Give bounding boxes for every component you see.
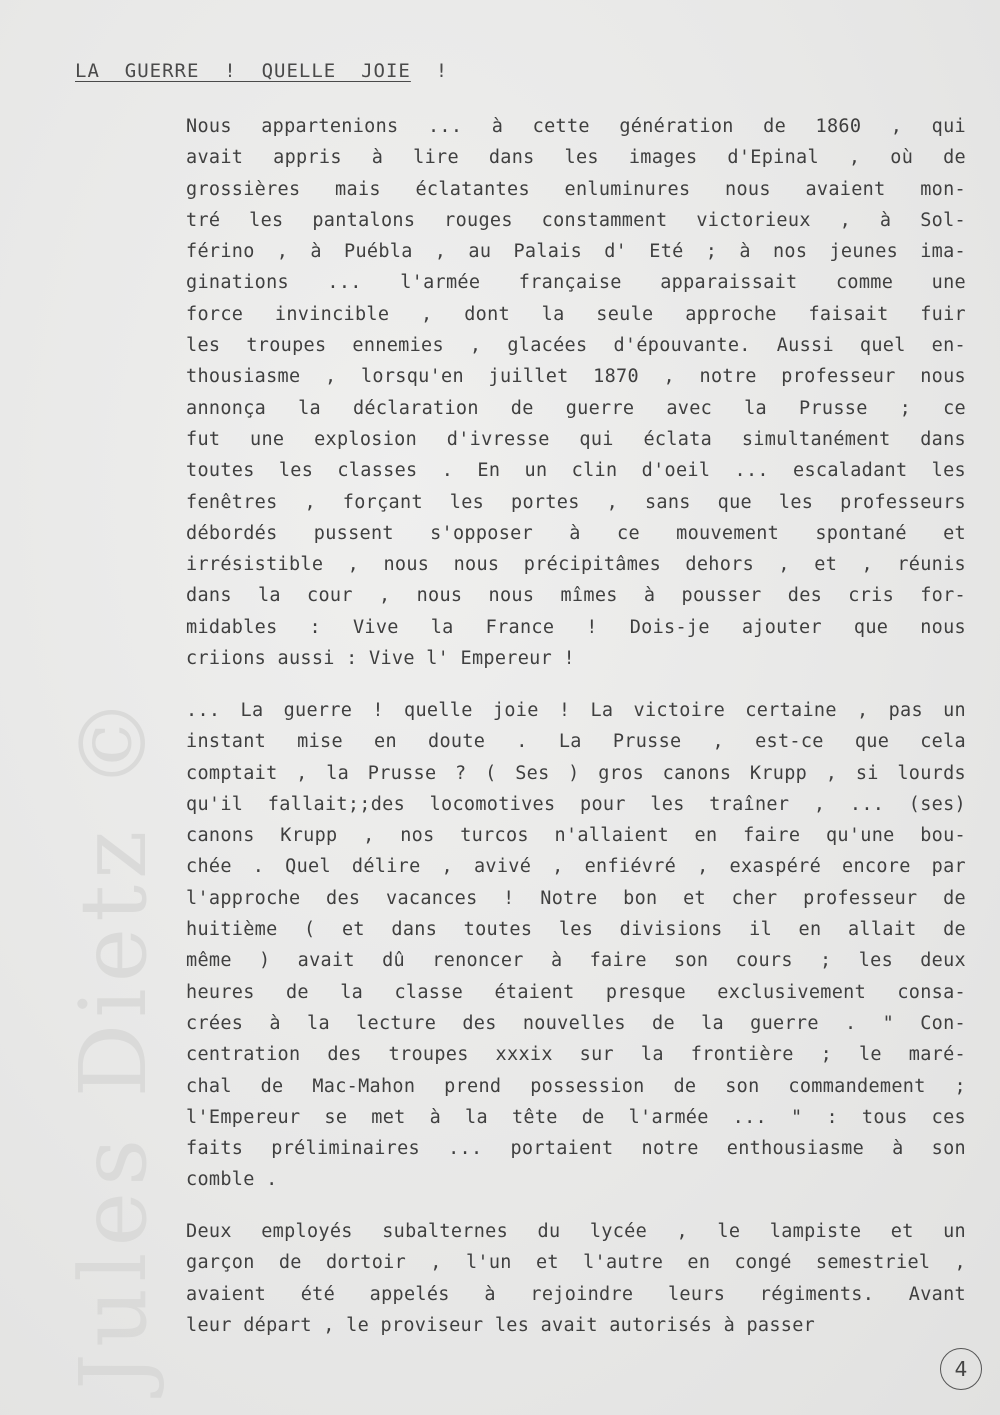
text-line: l'Empereur se met à la tête de l'armée ... " : tous ces — [186, 1106, 966, 1128]
page-number: 4 — [940, 1348, 982, 1390]
page-title — [75, 60, 448, 82]
text-line: huitième ( et dans toutes les divisions il en allait de — [186, 919, 966, 941]
text-line: thousiasme , lorsqu'en juillet 1870 , notre professeur nous — [186, 366, 966, 388]
text-line: les troupes ennemies , glacées d'épouvante. Aussi quel en- — [186, 335, 966, 357]
text-line: tré les pantalons rouges constamment victorieux , à Sol- — [186, 209, 966, 231]
text-line: Nous appartenions ... à cette génération de 1860 , qui — [186, 116, 966, 137]
text-line: avait appris à lire dans les images d'Epinal , où de — [186, 147, 966, 169]
text-line: grossières mais éclatantes enluminures nous avaient mon- — [186, 178, 966, 200]
text-line: férino , à Puébla , au Palais d' Eté ; à nos jeunes ima- — [186, 241, 966, 263]
text-line: l'approche des vacances ! Notre bon et cher professeur de — [186, 887, 966, 909]
text-line: comble . — [186, 1169, 278, 1191]
title-underlined: LA GUERRE ! QUELLE JOIE — [75, 60, 411, 82]
text-line: heures de la classe étaient presque exclusivement consa- — [186, 981, 966, 1003]
text-line: fut une explosion d'ivresse qui éclata simultanément dans — [186, 428, 966, 450]
paragraph-1 — [186, 111, 966, 674]
text-line: même ) avait dû renoncer à faire son cours ; les deux — [186, 950, 966, 972]
text-line: irrésistible , nous nous précipitâmes dehors , et , réunis — [186, 554, 966, 576]
text-line: dans la cour , nous nous mîmes à pousser des cris for- — [186, 585, 966, 607]
text-line: comptait , la Prusse ? ( Ses ) gros canons Krupp , si lourds — [186, 762, 966, 784]
paragraph-3 — [186, 1216, 966, 1341]
text-line: qu'il fallait;;des locomotives pour les traîner , ... (ses) — [186, 793, 966, 815]
text-line: Deux employés subalternes du lycée , le lampiste et un — [186, 1221, 966, 1242]
text-line: toutes les classes . En un clin d'oeil ... escaladant les — [186, 460, 966, 482]
text-line: midables : Vive la France ! Dois-je ajouter que nous — [186, 616, 966, 638]
text-line: ginations ... l'armée française apparaissait comme une — [186, 272, 966, 294]
text-line: avaient été appelés à rejoindre leurs régiments. Avant — [186, 1283, 966, 1305]
text-line: chée . Quel délire , avivé , enfiévré , exaspéré encore par — [186, 856, 966, 878]
text-line: instant mise en doute . La Prusse , est-ce que cela — [186, 731, 966, 753]
text-line: centration des troupes xxxix sur la frontière ; le maré- — [186, 1044, 966, 1066]
text-line: annonça la déclaration de guerre avec la Prusse ; ce — [186, 397, 966, 419]
text-line: canons Krupp , nos turcos n'allaient en faire qu'une bou- — [186, 825, 966, 847]
paragraph-2 — [186, 695, 966, 1196]
title-exclamation: ! — [410, 60, 449, 82]
text-line: fenêtres , forçant les portes , sans que les professeurs — [186, 491, 966, 513]
text-line: garçon de dortoir , l'un et l'autre en congé semestriel , — [186, 1252, 966, 1274]
text-line: criions aussi : Vive l' Empereur ! — [186, 648, 575, 670]
watermark: Jules Dietz © — [60, 691, 167, 1390]
text-line: chal de Mac-Mahon prend possession de son commandement ; — [186, 1075, 966, 1097]
text-line: faits préliminaires ... portaient notre enthousiasme à son — [186, 1138, 966, 1160]
text-line: ... La guerre ! quelle joie ! La victoire certaine , pas un — [186, 700, 966, 721]
text-line: force invincible , dont la seule approche faisait fuir — [186, 303, 966, 325]
text-line: débordés pussent s'opposer à ce mouvement spontané et — [186, 522, 966, 544]
text-line: crées à la lecture des nouvelles de la guerre . " Con- — [186, 1012, 966, 1034]
text-line: leur départ , le proviseur les avait autorisés à passer — [186, 1314, 816, 1336]
